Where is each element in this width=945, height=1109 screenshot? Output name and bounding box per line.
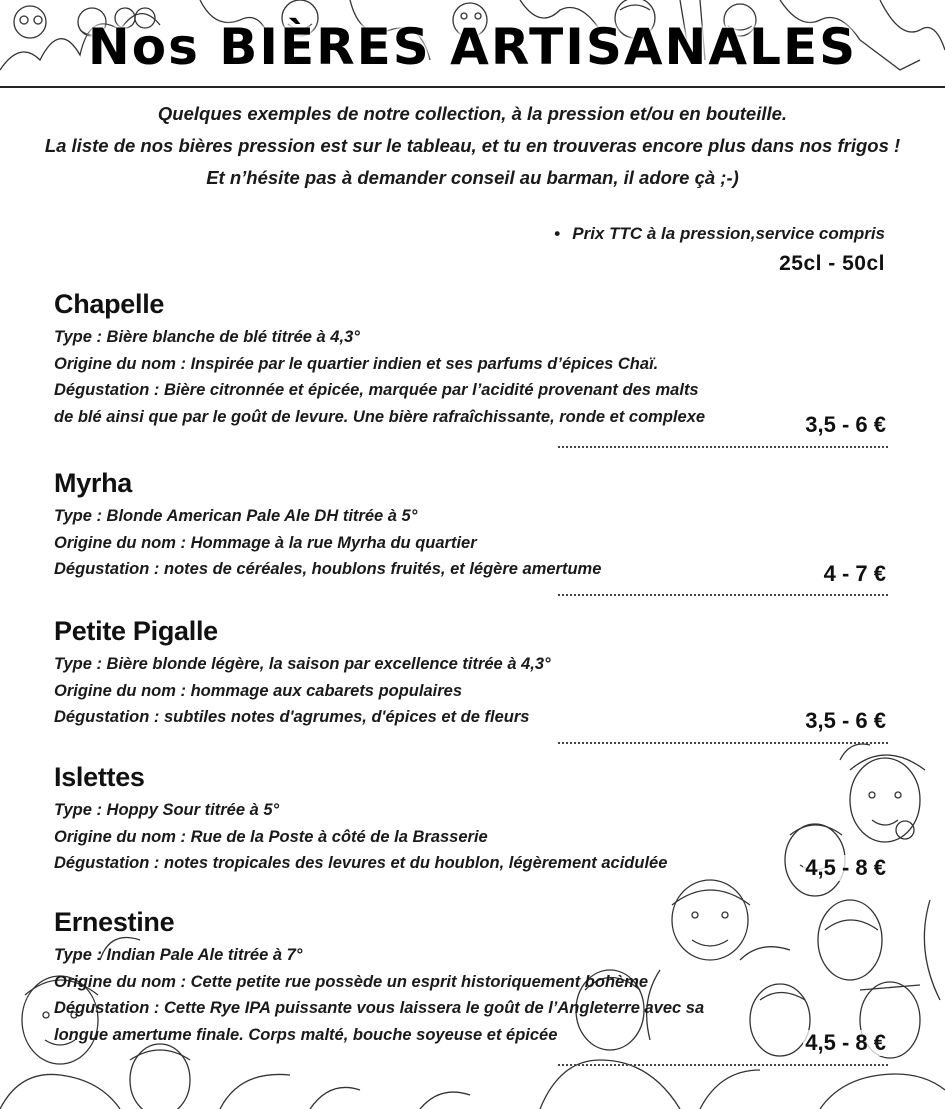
beer-name: Petite Pigalle: [54, 616, 218, 646]
price-note: [554, 224, 885, 276]
title-divider: [0, 86, 945, 88]
beer-name: Chapelle: [54, 289, 165, 319]
beer-price: 4,5 - 8 €: [805, 855, 886, 880]
beer-name: Islettes: [54, 762, 145, 792]
intro-line: La liste de nos bières pression est sur le tableau, et tu en trouveras encore plus dans nos frigos !: [44, 135, 901, 156]
beer-type: Type : Blonde American Pale Ale DH titrée à 5°: [54, 507, 418, 525]
beer-tasting: Dégustation : Cette Rye IPA puissante vous laissera le goût de l’Angleterre avec sa: [54, 999, 705, 1017]
intro-line: Quelques exemples de notre collection, à la pression et/ou en bouteille.: [157, 103, 788, 124]
beer-item-ernestine: [54, 906, 888, 1055]
dotted-leader: [558, 446, 888, 448]
beer-origin: Origine du nom : Hommage à la rue Myrha du quartier: [54, 533, 477, 552]
beer-name: Myrha: [54, 468, 133, 498]
beer-tasting: Dégustation : Bière citronnée et épicée, marquée par l’acidité provenant des malts: [54, 381, 699, 399]
bullet-icon: •: [554, 224, 561, 243]
beer-type: Type : Bière blonde légère, la saison par excellence titrée à 4,3°: [54, 655, 551, 673]
intro-text: [0, 98, 945, 194]
beer-price: 3,5 - 6 €: [805, 412, 886, 437]
beer-item-chapelle: [54, 288, 888, 437]
intro-line: Et n’hésite pas à demander conseil au barman, il adore çà ;-): [206, 167, 739, 188]
beer-name: Ernestine: [54, 907, 175, 937]
serving-sizes: 25cl - 50cl: [779, 252, 885, 275]
beer-price: 3,5 - 6 €: [805, 708, 886, 733]
beer-tasting: longue amertume finale. Corps malté, bouche soyeuse et épicée: [54, 1025, 558, 1044]
price-note-text: Prix TTC à la pression,service compris: [572, 224, 885, 243]
beer-type: Type : Hoppy Sour titrée à 5°: [54, 801, 280, 819]
dotted-leader: [558, 742, 888, 744]
beer-price: 4,5 - 8 €: [805, 1030, 886, 1055]
beer-item-islettes: [54, 761, 888, 880]
beer-origin: Origine du nom : Cette petite rue possède un esprit historiquement bohème: [54, 972, 649, 991]
beer-type: Type : Bière blanche de blé titrée à 4,3°: [54, 328, 360, 346]
dotted-leader: [558, 1064, 888, 1066]
page-title: Nos BIÈRES ARTISANALES: [87, 18, 858, 76]
beer-origin: Origine du nom : Inspirée par le quartier indien et ses parfums d’épices Chaï.: [54, 354, 659, 373]
beer-tasting: Dégustation : notes tropicales des levures et du houblon, légèrement acidulée: [54, 854, 668, 872]
beer-item-petite-pigalle: [54, 615, 888, 731]
beer-type: Type : Indian Pale Ale titrée à 7°: [54, 946, 303, 964]
beer-tasting: de blé ainsi que par le goût de levure. Une bière rafraîchissante, ronde et complexe: [54, 407, 706, 426]
beer-item-myrha: [54, 467, 888, 586]
dotted-leader: [558, 594, 888, 596]
beer-origin: Origine du nom : Rue de la Poste à côté de la Brasserie: [54, 827, 488, 846]
beer-tasting: Dégustation : notes de céréales, houblons fruités, et légère amertume: [54, 560, 602, 578]
beer-tasting: Dégustation : subtiles notes d'agrumes, d'épices et de fleurs: [54, 708, 530, 726]
beer-price: 4 - 7 €: [823, 561, 886, 586]
beer-origin: Origine du nom : hommage aux cabarets populaires: [54, 681, 463, 700]
